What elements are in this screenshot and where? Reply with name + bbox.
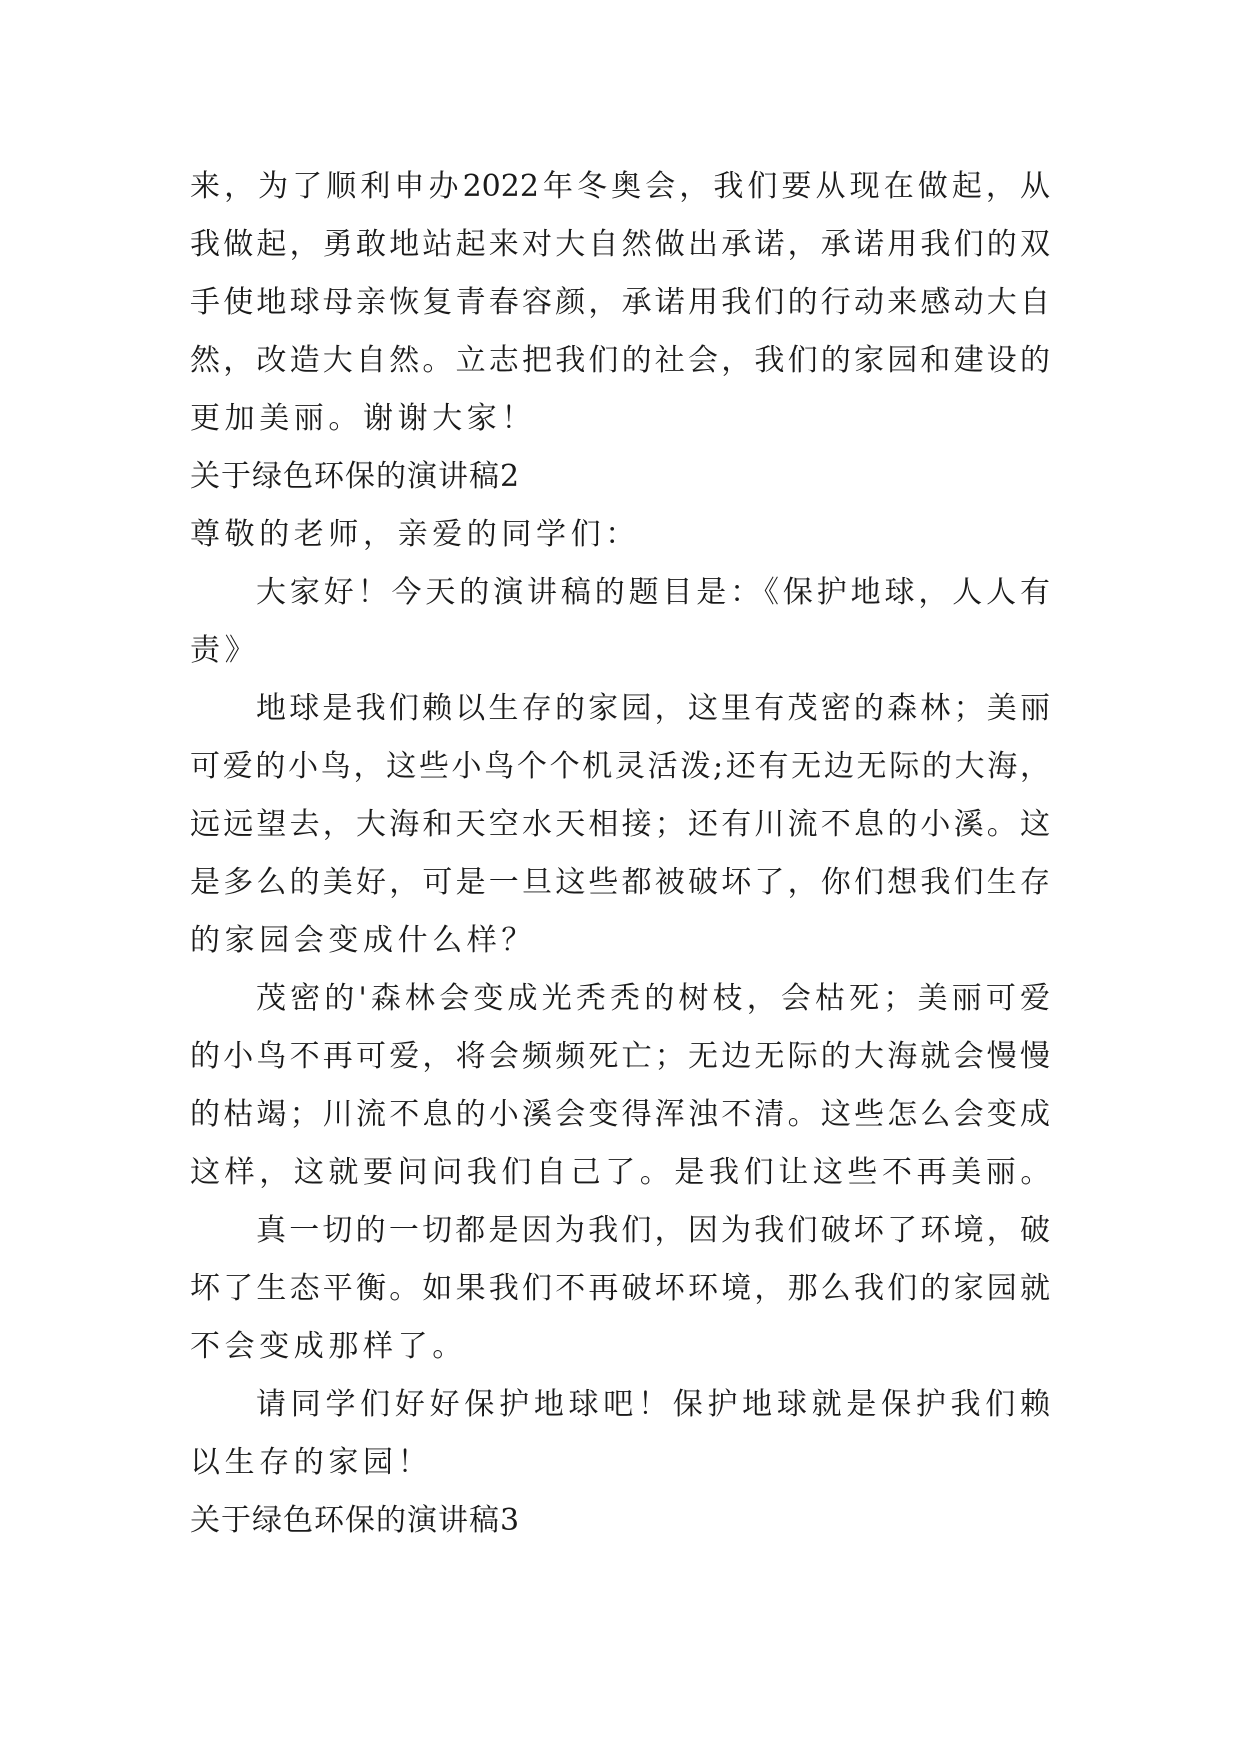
paragraph-line: 真一切的一切都是因为我们，因为我们破坏了环境，破 (256, 1213, 1050, 1248)
paragraph-line: 远远望去，大海和天空水天相接；还有川流不息的小溪。这 (190, 807, 1050, 842)
document-page (190, 158, 1055, 1550)
paragraph-line: 请同学们好好保护地球吧！保护地球就是保护我们赖 (256, 1387, 1050, 1422)
paragraph-line: 不会变成那样了。 (190, 1329, 467, 1364)
paragraph-line: 茂密的'森林会变成光秃秃的树枝，会枯死；美丽可爱 (256, 981, 1050, 1016)
paragraph-line: 可爱的小鸟，这些小鸟个个机灵活泼;还有无边无际的大海， (190, 749, 1050, 784)
paragraph-line: 来，为了顺利申办2022年冬奥会，我们要从现在做起，从 (190, 169, 1050, 204)
section-heading: 关于绿色环保的演讲稿2 (190, 459, 521, 494)
paragraph-line: 的枯竭；川流不息的小溪会变得浑浊不清。这些怎么会变成 (190, 1097, 1050, 1132)
paragraph-line: 大家好！今天的演讲稿的题目是：《保护地球，人人有 (256, 575, 1050, 610)
paragraph-line: 的家园会变成什么样？ (190, 923, 536, 958)
paragraph-line: 坏了生态平衡。如果我们不再破坏环境，那么我们的家园就 (190, 1271, 1050, 1306)
salutation: 尊敬的老师，亲爱的同学们： (190, 517, 640, 552)
paragraph-line: 是多么的美好，可是一旦这些都被破坏了，你们想我们生存 (190, 865, 1050, 900)
paragraph-line: 地球是我们赖以生存的家园，这里有茂密的森林；美丽 (256, 691, 1050, 726)
section-heading: 关于绿色环保的演讲稿3 (190, 1503, 521, 1538)
paragraph-line: 然，改造大自然。立志把我们的社会，我们的家园和建设的 (190, 343, 1050, 378)
paragraph-line: 以生存的家园！ (190, 1445, 433, 1480)
paragraph-line: 这样，这就要问问我们自己了。是我们让这些不再美丽。 (190, 1155, 1055, 1190)
paragraph-line: 责》 (190, 633, 260, 668)
paragraph-line: 更加美丽。谢谢大家！ (190, 401, 536, 436)
paragraph-line: 的小鸟不再可爱，将会频频死亡；无边无际的大海就会慢慢 (190, 1039, 1050, 1074)
paragraph-line: 我做起，勇敢地站起来对大自然做出承诺，承诺用我们的双 (190, 227, 1050, 262)
paragraph-line: 手使地球母亲恢复青春容颜，承诺用我们的行动来感动大自 (190, 285, 1050, 320)
